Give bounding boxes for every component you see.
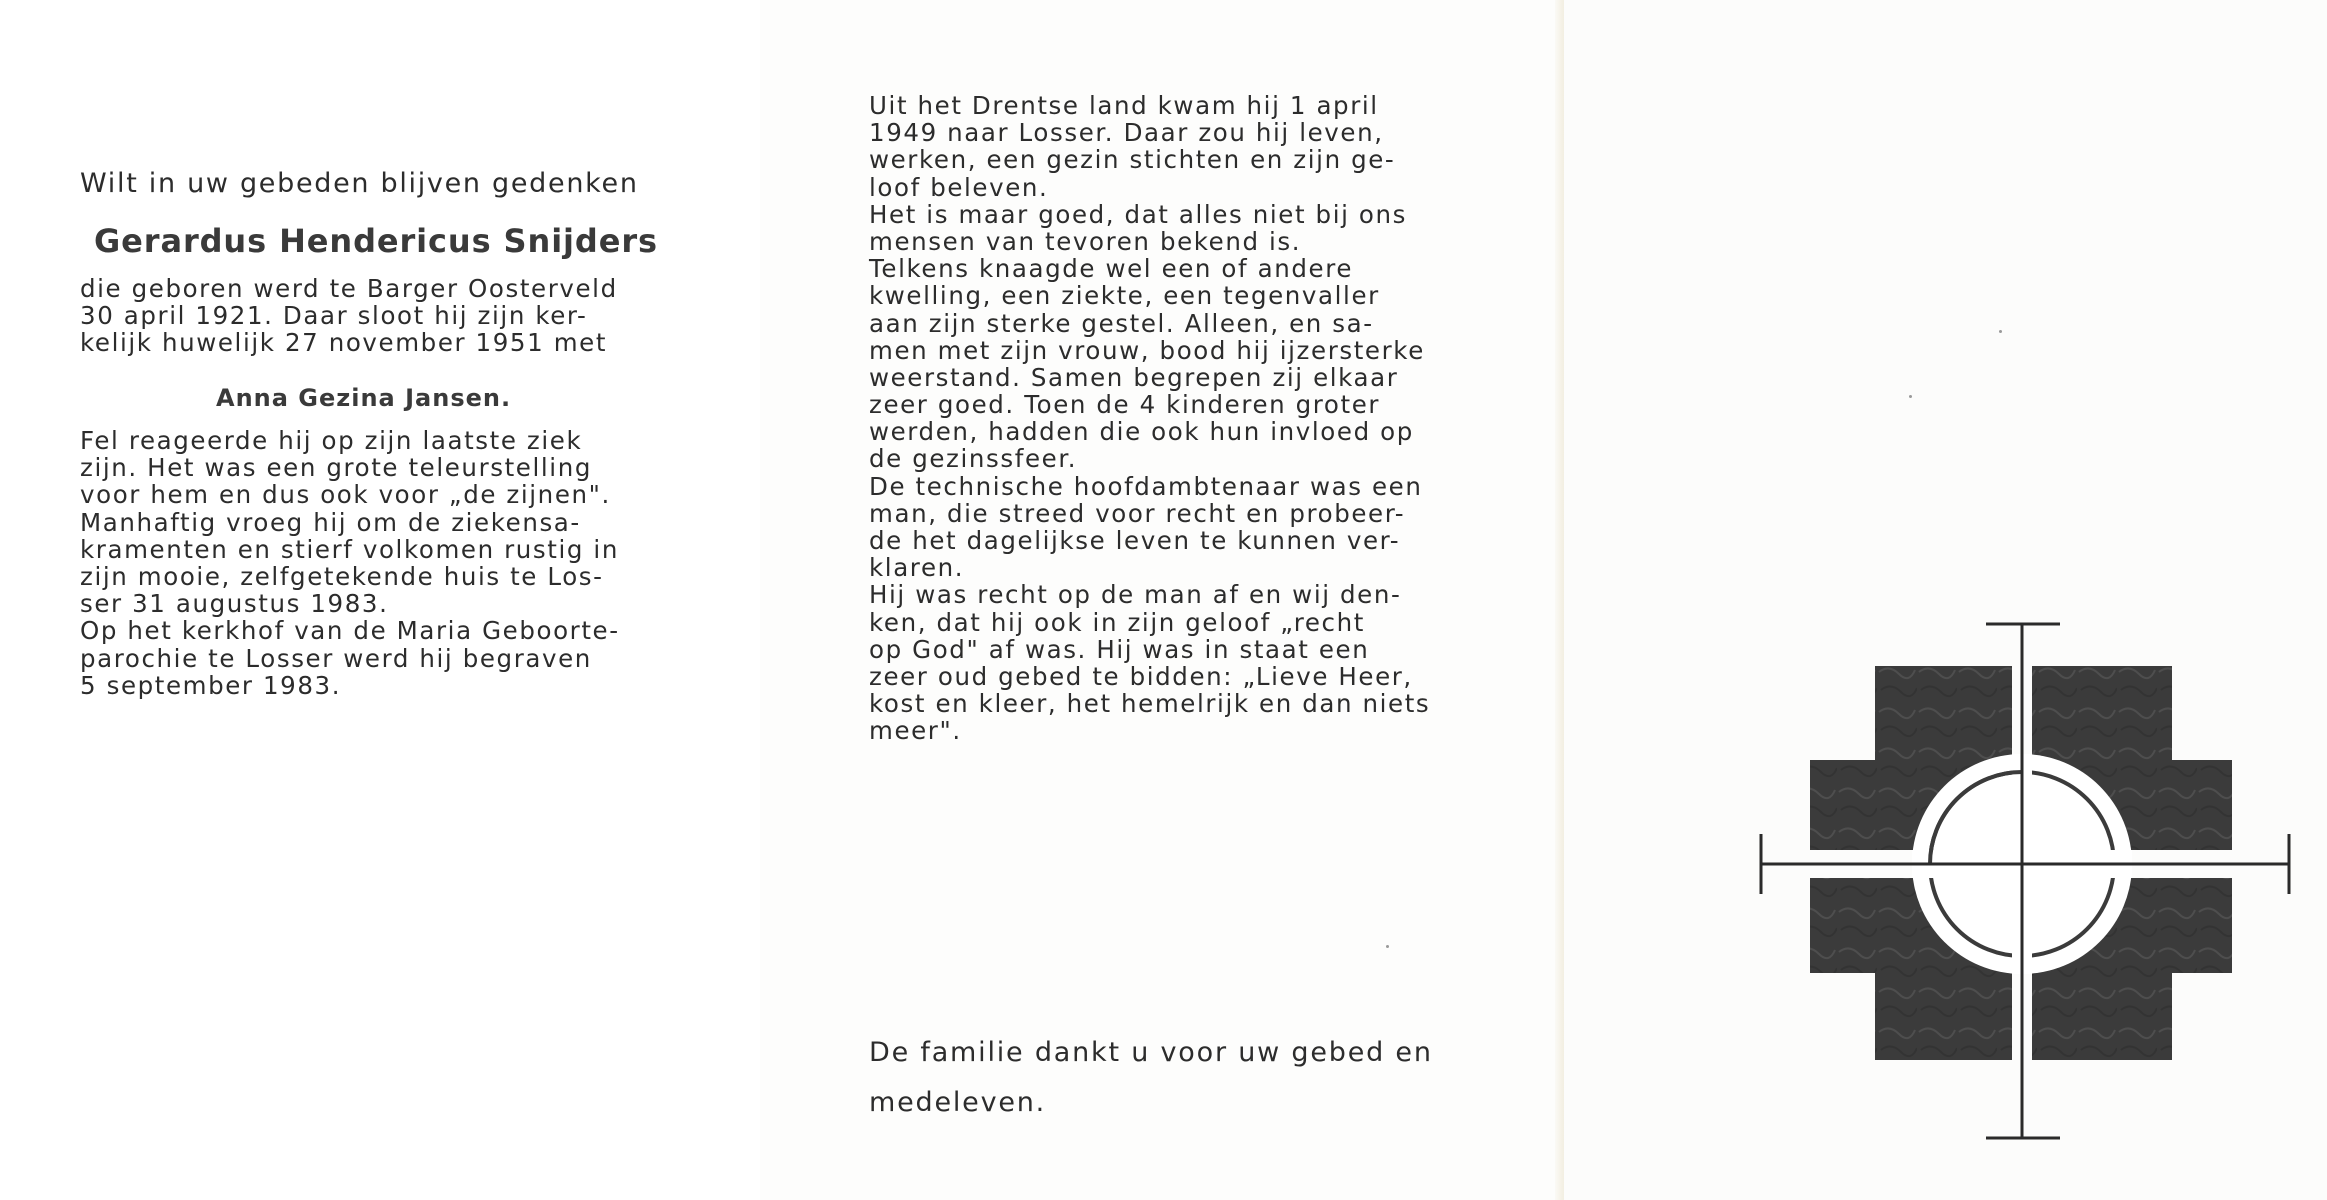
text-line: kelijk huwelijk 27 november 1951 met: [80, 328, 608, 358]
paper-speck: [1386, 945, 1389, 948]
text-line: voor hem en dus ook voor „de zijnen".: [80, 480, 611, 510]
text-line: Op het kerkhof van de Maria Geboorte-: [80, 616, 620, 646]
text-line: zijn mooie, zelfgetekende huis te Los-: [80, 561, 604, 591]
text-line: ken, dat hij ook in zijn geloof „recht: [869, 607, 1365, 637]
text-line: men met zijn vrouw, bood hij ijzersterke: [869, 335, 1425, 365]
intro-line: Wilt in uw gebeden blijven gedenken: [80, 168, 639, 199]
thanks-paragraph: [869, 1028, 1433, 1128]
cross-in-circle-icon: [1757, 620, 2297, 1140]
text-line: 5 september 1983.: [80, 670, 342, 700]
birth-marriage-paragraph: [80, 275, 618, 357]
text-line: kwelling, een ziekte, een tegenvaller: [869, 281, 1380, 311]
text-line: weerstand. Samen begrepen zij elkaar: [869, 362, 1399, 392]
text-line: De technische hoofdambtenaar was een: [869, 471, 1423, 501]
text-line: medeleven.: [869, 1087, 1047, 1118]
text-line: de gezinssfeer.: [869, 444, 1078, 474]
text-line: ser 31 augustus 1983.: [80, 589, 389, 619]
biography-paragraph: [869, 92, 1430, 745]
text-line: Uit het Drentse land kwam hij 1 april: [869, 91, 1379, 120]
text-line: Fel reageerde hij op zijn laatste ziek: [80, 426, 583, 455]
text-line: werden, hadden die ook hun invloed op: [869, 417, 1414, 447]
spouse-name: Anna Gezina Jansen.: [216, 384, 512, 412]
text-line: Telkens knaagde wel een of andere: [869, 254, 1354, 284]
text-line: zeer goed. Toen de 4 kinderen groter: [869, 390, 1381, 420]
middle-panel: [760, 0, 1564, 1200]
text-line: Het is maar goed, dat alles niet bij ons: [869, 199, 1407, 229]
text-line: klaren.: [869, 553, 965, 583]
text-line: die geboren werd te Barger Oosterveld: [80, 274, 618, 303]
paper-speck: [1909, 395, 1912, 398]
text-line: zijn. Het was een grote teleurstelling: [80, 453, 592, 483]
text-line: man, die streed voor recht en probeer-: [869, 498, 1406, 528]
text-line: kost en kleer, het hemelrijk en dan niets: [869, 689, 1431, 719]
death-burial-paragraph: [80, 427, 620, 699]
text-line: op God" af was. Hij was in staat een: [869, 634, 1370, 664]
text-line: 30 april 1921. Daar sloot hij zijn ker-: [80, 301, 588, 331]
left-panel: [0, 0, 760, 1200]
text-line: de het dagelijkse leven te kunnen ver-: [869, 526, 1401, 555]
text-line: Hij was recht op de man af en wij den-: [869, 580, 1402, 610]
paper-speck: [1999, 330, 2002, 333]
text-line: kramenten en stierf volkomen rustig in: [80, 534, 619, 564]
text-line: zeer oud gebed te bidden: „Lieve Heer,: [869, 661, 1413, 691]
text-line: loof beleven.: [869, 172, 1049, 202]
text-line: 1949 naar Losser. Daar zou hij leven,: [869, 118, 1384, 148]
text-line: mensen van tevoren bekend is.: [869, 226, 1302, 256]
text-line: meer".: [869, 716, 962, 746]
deceased-name: Gerardus Hendericus Snijders: [94, 222, 658, 260]
text-line: parochie te Losser werd hij begraven: [80, 643, 592, 673]
text-line: werken, een gezin stichten en zijn ge-: [869, 145, 1396, 175]
text-line: Manhaftig vroeg hij om de ziekensa-: [80, 507, 581, 537]
text-line: De familie dankt u voor uw gebed en: [869, 1037, 1433, 1068]
text-line: aan zijn sterke gestel. Alleen, en sa-: [869, 308, 1374, 338]
